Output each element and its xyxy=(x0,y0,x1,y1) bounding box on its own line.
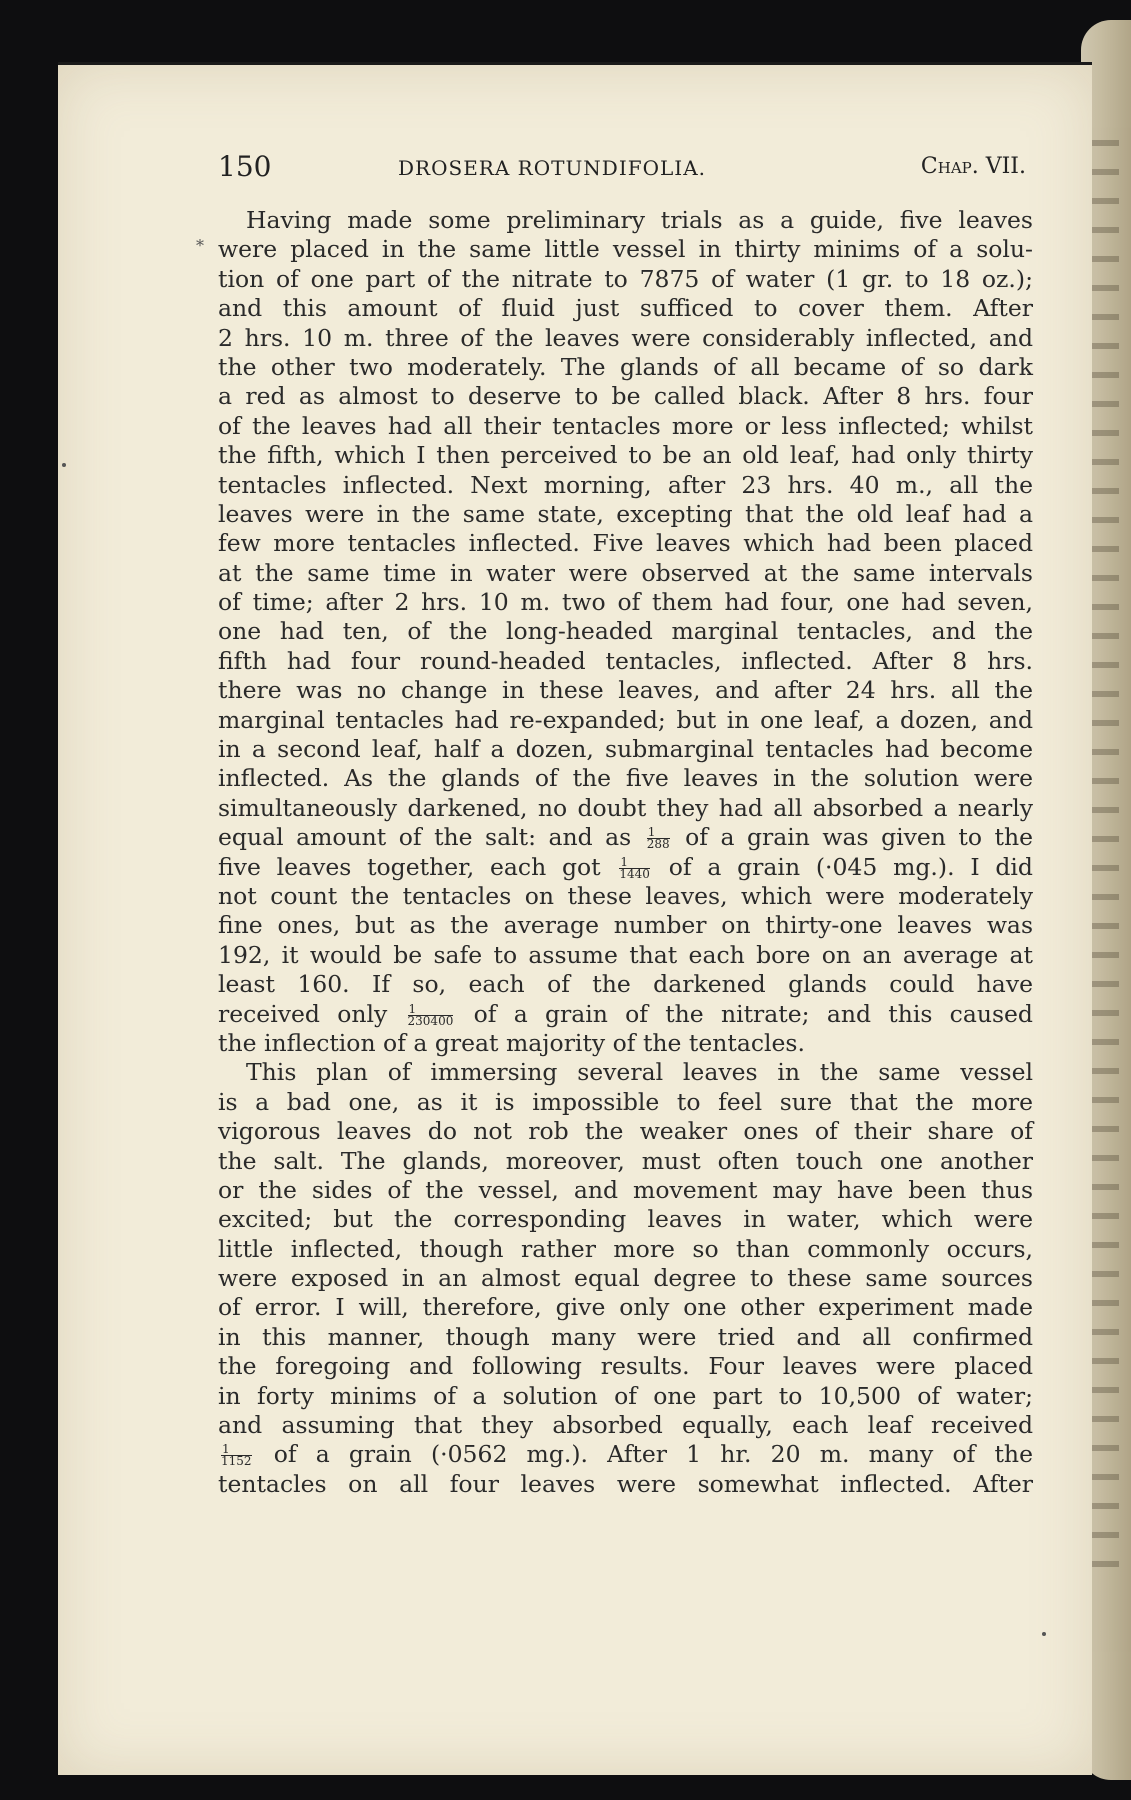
fraction xyxy=(221,1444,252,1467)
text-line xyxy=(218,911,1033,940)
line-text: the salt. The glands, moreover, must often touch one another xyxy=(218,1146,1033,1175)
text-line xyxy=(218,735,1033,764)
line-text: leaves were in the same state, excepting that the old leaf had a xyxy=(218,499,1033,528)
line-text: not count the tentacles on these leaves, which were moderately xyxy=(218,881,1033,910)
line-text: least 160. If so, each of the darkened glands could have xyxy=(218,970,1033,999)
page-number: 150 xyxy=(218,150,272,183)
text-line xyxy=(218,1176,1033,1205)
text-line xyxy=(218,1470,1033,1499)
fraction-numerator: 1 xyxy=(408,1004,454,1016)
text-line xyxy=(218,853,1033,882)
text-line xyxy=(218,1293,1033,1322)
line-text: one had ten, of the long-headed marginal tentacles, and the xyxy=(218,617,1033,646)
text-line xyxy=(218,412,1033,441)
line-text: of a grain (·0562 mg.). After 1 hr. 20 m. many of the xyxy=(273,1440,1033,1469)
line-text: fifth had four round-headed tentacles, inflected. After 8 hrs. xyxy=(218,646,1033,675)
line-text: the other two moderately. The glands of all became of so dark xyxy=(218,352,1033,381)
fraction-denominator: 230400 xyxy=(407,1013,454,1028)
text-line xyxy=(218,1264,1033,1293)
text-line xyxy=(218,764,1033,793)
text-line xyxy=(218,324,1033,353)
margin-mark: * xyxy=(196,236,204,255)
text-line xyxy=(218,1440,1033,1469)
text-line xyxy=(218,970,1033,999)
text-line xyxy=(218,706,1033,735)
line-text: and this amount of fluid just sufficed to cover them. After xyxy=(218,294,1033,323)
text-line xyxy=(218,1411,1033,1440)
line-text: of the leaves had all their tentacles more or less inflected; whilst xyxy=(218,411,1033,440)
text-line xyxy=(218,882,1033,911)
line-text: in a second leaf, half a dozen, submarginal tentacles had become xyxy=(218,735,1033,764)
line-text: 2 hrs. 10 m. three of the leaves were considerably inflected, and xyxy=(218,323,1033,352)
text-line xyxy=(218,647,1033,676)
text-line xyxy=(218,1117,1033,1146)
line-text: a red as almost to deserve to be called black. After 8 hrs. four xyxy=(218,382,1033,411)
fraction-numerator: 1 xyxy=(221,1444,252,1456)
line-text: of a grain of the nitrate; and this caused xyxy=(473,999,1033,1028)
text-line xyxy=(218,1382,1033,1411)
line-text: of error. I will, therefore, give only one other experiment made xyxy=(218,1293,1033,1322)
line-text: excited; but the corresponding leaves in water, which were xyxy=(218,1205,1033,1234)
text-line xyxy=(218,1205,1033,1234)
margin-speck xyxy=(62,463,66,467)
chapter-label: Chap. VII. xyxy=(920,154,1026,179)
text-line xyxy=(218,1352,1033,1381)
text-line xyxy=(218,588,1033,617)
fraction-numerator: 1 xyxy=(647,827,670,839)
line-text: five leaves together, each got xyxy=(218,852,601,881)
running-header xyxy=(218,150,1026,190)
text-line xyxy=(218,1323,1033,1352)
text-line xyxy=(218,529,1033,558)
text-line xyxy=(218,471,1033,500)
line-text: Having made some preliminary trials as a guide, five leaves xyxy=(246,206,1033,234)
line-text: and assuming that they absorbed equally, each leaf received xyxy=(218,1411,1033,1440)
fraction-numerator: 1 xyxy=(619,857,650,869)
line-text: the inflection of a great majority of the tentacles. xyxy=(218,1028,805,1057)
line-text: tentacles on all four leaves were somewhat inflected. After xyxy=(218,1469,1033,1498)
fraction xyxy=(619,854,650,881)
line-text: few more tentacles inflected. Five leaves which had been placed xyxy=(218,529,1033,558)
line-text: at the same time in water were observed at the same intervals xyxy=(218,558,1033,587)
line-text: the fifth, which I then perceived to be an old leaf, had only thirty xyxy=(218,441,1033,470)
line-text: in forty minims of a solution of one part to 10,500 of water; xyxy=(218,1381,1033,1410)
text-line xyxy=(218,617,1033,646)
line-text: is a bad one, as it is impossible to feel sure that the more xyxy=(218,1087,1033,1116)
line-text: the foregoing and following results. Four leaves were placed xyxy=(218,1352,1033,1381)
line-text: 192, it would be safe to assume that each bore on an average at xyxy=(218,940,1033,969)
line-text: fine ones, but as the average number on thirty-one leaves was xyxy=(218,911,1033,940)
line-text: of a grain was given to the xyxy=(685,823,1033,852)
text-line xyxy=(218,265,1033,294)
text-line xyxy=(218,1088,1033,1117)
body-text xyxy=(218,206,1033,1499)
running-title: DROSERA ROTUNDIFOLIA. xyxy=(398,156,706,180)
text-line xyxy=(218,206,1033,235)
line-text: equal amount of the salt: and as xyxy=(218,823,632,852)
fraction xyxy=(407,1001,454,1028)
line-text: there was no change in these leaves, and after 24 hrs. all the xyxy=(218,676,1033,705)
text-line xyxy=(218,500,1033,529)
text-line xyxy=(218,794,1033,823)
line-text: received only xyxy=(218,999,388,1028)
text-line xyxy=(218,941,1033,970)
line-text: marginal tentacles had re-expanded; but in one leaf, a dozen, and xyxy=(218,705,1033,734)
margin-speck xyxy=(1042,1632,1046,1636)
text-line xyxy=(218,353,1033,382)
line-text: vigorous leaves do not rob the weaker ones of their share of xyxy=(218,1117,1033,1146)
text-line xyxy=(218,235,1033,264)
line-text: were placed in the same little vessel in thirty minims of a solu- xyxy=(218,235,1033,264)
line-text: tentacles inflected. Next morning, after 23 hrs. 40 m., all the xyxy=(218,470,1033,499)
line-text: in this manner, though many were tried and all confirmed xyxy=(218,1322,1033,1351)
text-line xyxy=(218,294,1033,323)
text-line xyxy=(218,1235,1033,1264)
line-text: little inflected, though rather more so than commonly occurs, xyxy=(218,1234,1033,1263)
line-text: were exposed in an almost equal degree to these same sources xyxy=(218,1264,1033,1293)
text-line xyxy=(218,1029,1033,1058)
fraction xyxy=(647,827,670,850)
line-text: This plan of immersing several leaves in the same vessel xyxy=(246,1058,1033,1087)
fraction-denominator: 1440 xyxy=(619,866,650,881)
text-line xyxy=(218,1000,1033,1029)
text-line xyxy=(218,1058,1033,1087)
line-text: of time; after 2 hrs. 10 m. two of them had four, one had seven, xyxy=(218,588,1033,617)
line-text: or the sides of the vessel, and movement may have been thus xyxy=(218,1175,1033,1204)
text-line xyxy=(218,1147,1033,1176)
line-text: tion of one part of the nitrate to 7875 of water (1 gr. to 18 oz.); xyxy=(218,264,1033,293)
text-line xyxy=(218,676,1033,705)
text-line xyxy=(218,441,1033,470)
line-text: simultaneously darkened, no doubt they had all absorbed a nearly xyxy=(218,793,1033,822)
text-line xyxy=(218,382,1033,411)
fraction-denominator: 288 xyxy=(646,837,670,852)
line-text: of a grain (·045 mg.). I did xyxy=(668,852,1033,881)
fraction-denominator: 1152 xyxy=(221,1454,252,1469)
text-line xyxy=(218,823,1033,852)
text-line xyxy=(218,559,1033,588)
line-text: inflected. As the glands of the five leaves in the solution were xyxy=(218,764,1033,793)
